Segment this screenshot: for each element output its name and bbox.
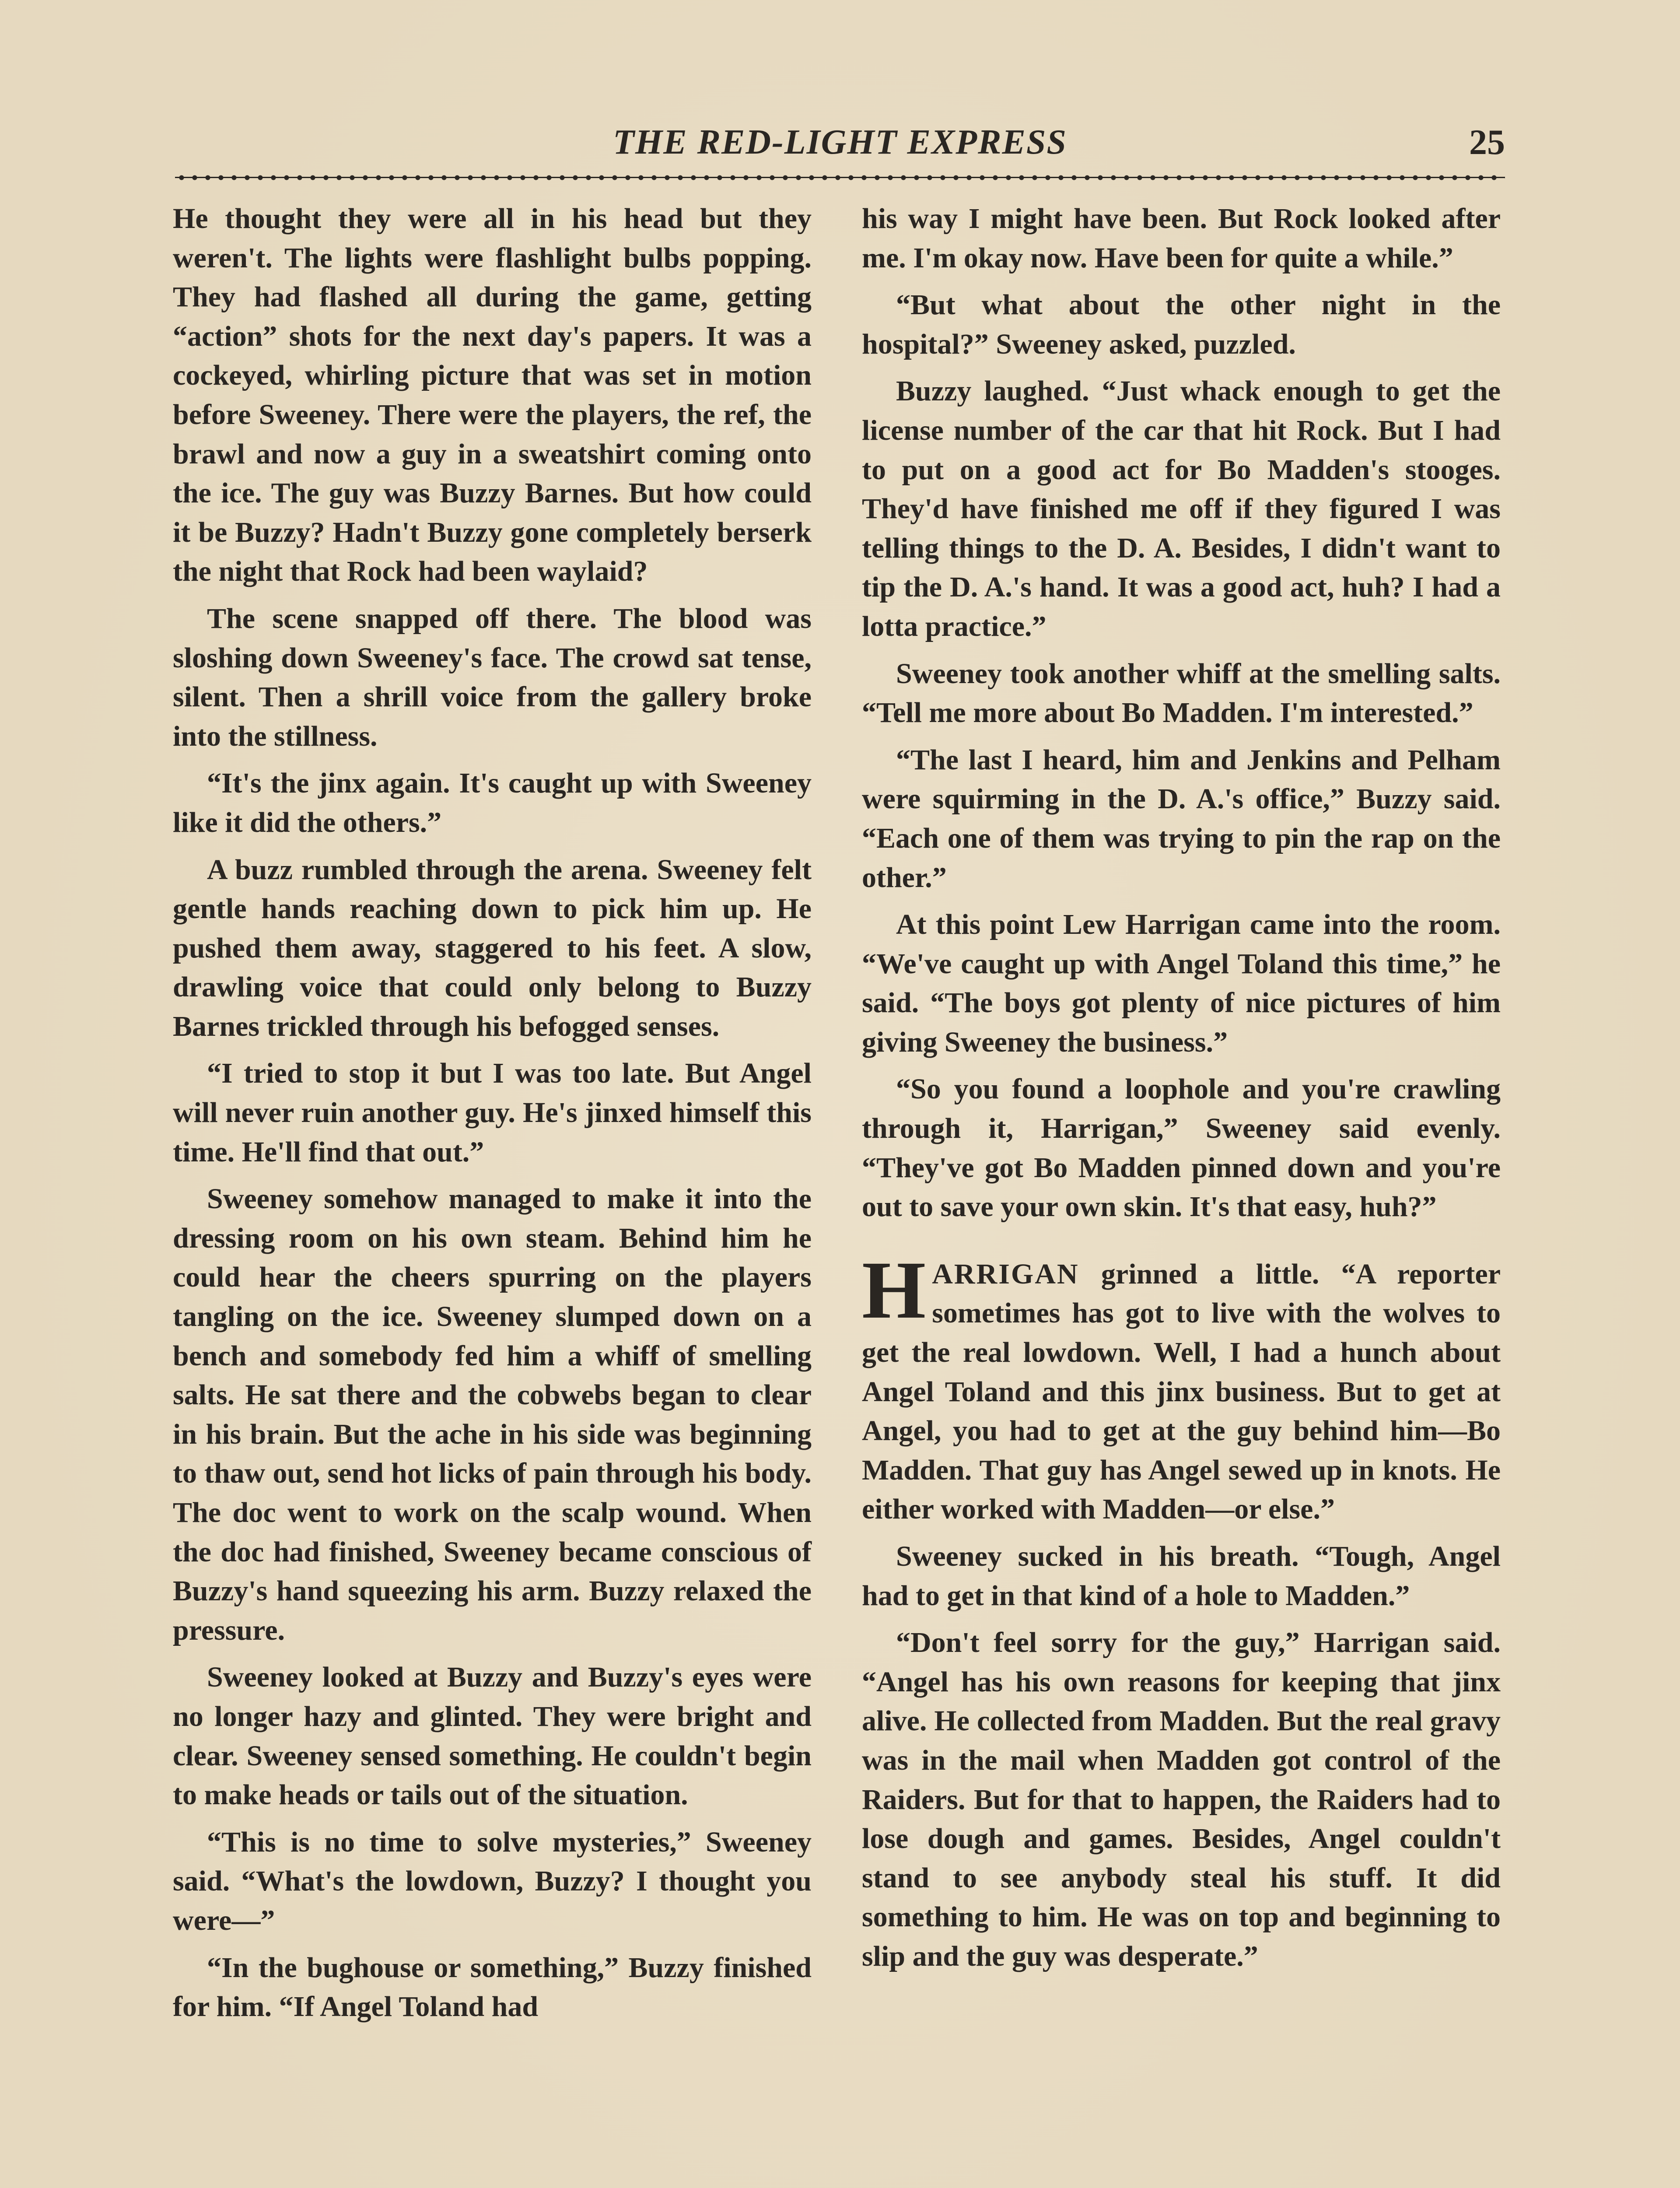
paragraph: “So you found a loophole and you're crawling through it, Harrigan,” Sweeney said evenly. “They've got Bo Madden pinned down and you're out to save your own skin. It's that easy, huh?” <box>862 1073 1501 1223</box>
dropcap-paragraph-text: grinned a little. “A reporter sometimes has got to live with the wolves to get the real lowdown. Well, I had a hunch about Angel Toland and this jinx business. But to get at Angel, you had to get at the guy behind him—Bo Madden. That guy has Angel sewed up in knots. He either worked with Madden—or else.” <box>862 1258 1501 1525</box>
paragraph: A buzz rumbled through the arena. Sweeney felt gentle hands reaching down to pick him up. He pushed them away, staggered to his feet. A slow, drawling voice that could only belong to Buzzy Barnes trickled through his befogged senses. <box>173 853 812 1042</box>
paragraph: “I tried to stop it but I was too late. But Angel will never ruin another guy. He's jinxed himself this time. He'll find that out.” <box>173 1057 812 1168</box>
page-header <box>171 120 1509 173</box>
right-column <box>862 199 1501 1984</box>
page-number: 25 <box>1469 122 1505 162</box>
paragraph: “But what about the other night in the hospital?” Sweeney asked, puzzled. <box>862 289 1501 360</box>
paragraph: “This is no time to solve mysteries,” Sweeney said. “What's the lowdown, Buzzy? I thought you were—” <box>173 1826 812 1936</box>
dropcap-paragraph <box>862 1244 1501 1529</box>
drop-cap: H <box>862 1244 926 1336</box>
smallcaps-name: ARRIGAN <box>932 1258 1079 1290</box>
paragraph: At this point Lew Harrigan came into the room. “We've caught up with Angel Toland this time,” he said. “The boys got plenty of nice pictures of him giving Sweeney the business.” <box>862 908 1501 1058</box>
ornamental-rule <box>175 173 1505 182</box>
paragraph: Buzzy laughed. “Just whack enough to get the license number of the car that hit Rock. But I had to put on a good act for Bo Madden's stooges. They'd have finished me off if they figured I was telling things to the D. A. Besides, I didn't want to tip the D. A.'s hand. It was a good act, huh? I had a lotta practice.” <box>862 375 1501 642</box>
running-title: THE RED-LIGHT EXPRESS <box>613 123 1067 161</box>
paragraph: “It's the jinx again. It's caught up with Sweeney like it did the others.” <box>173 767 812 838</box>
paragraph: “The last I heard, him and Jenkins and Pelham were squirming in the D. A.'s office,” Buzzy said. “Each one of them was trying to pin the rap on the other.” <box>862 743 1501 894</box>
paragraph: his way I might have been. But Rock looked after me. I'm okay now. Have been for quite a while.” <box>862 203 1501 274</box>
paragraph: He thought they were all in his head but they weren't. The lights were flashlight bulbs popping. They had flashed all during the game, getting “action” shots for the next day's papers. It was a cockeyed, whirling picture that was set in motion before Sweeney. There were the players, the ref, the brawl and now a guy in a sweatshirt coming onto the ice. The guy was Buzzy Barnes. But how could it be Buzzy? Hadn't Buzzy gone completely berserk the night that Rock had been waylaid? <box>173 203 812 588</box>
left-column <box>173 199 812 2034</box>
paragraph: The scene snapped off there. The blood was sloshing down Sweeney's face. The crowd sat tense, silent. Then a shrill voice from the gallery broke into the stillness. <box>173 602 812 752</box>
paragraph: Sweeney took another whiff at the smelling salts. “Tell me more about Bo Madden. I'm interested.” <box>862 657 1501 729</box>
paragraph: Sweeney somehow managed to make it into the dressing room on his own steam. Behind him he could hear the cheers spurring on the players tangling on the ice. Sweeney slumped down on a bench and somebody fed him a whiff of smelling salts. He sat there and the cobwebs began to clear in his brain. But the ache in his side was beginning to thaw out, send hot licks of pain through his body. The doc went to work on the scalp wound. When the doc had finished, Sweeney became conscious of Buzzy's hand squeezing his arm. Buzzy relaxed the pressure. <box>173 1183 812 1646</box>
paragraph: Sweeney looked at Buzzy and Buzzy's eyes were no longer hazy and glinted. They were bright and clear. Sweeney sensed something. He couldn't begin to make heads or tails out of the situation. <box>173 1661 812 1811</box>
paragraph: “In the bughouse or something,” Buzzy finished for him. “If Angel Toland had <box>173 1951 812 2023</box>
paragraph: “Don't feel sorry for the guy,” Harrigan said. “Angel has his own reasons for keeping that jinx alive. He collected from Madden. But the real gravy was in the mail when Madden got control of the Raiders. But for that to happen, the Raiders had to lose dough and games. Besides, Angel couldn't stand to see anybody steal his stuff. It did something to him. He was on top and beginning to slip and the guy was desperate.” <box>862 1627 1501 1972</box>
paragraph: Sweeney sucked in his breath. “Tough, Angel had to get in that kind of a hole to Madden.” <box>862 1540 1501 1612</box>
